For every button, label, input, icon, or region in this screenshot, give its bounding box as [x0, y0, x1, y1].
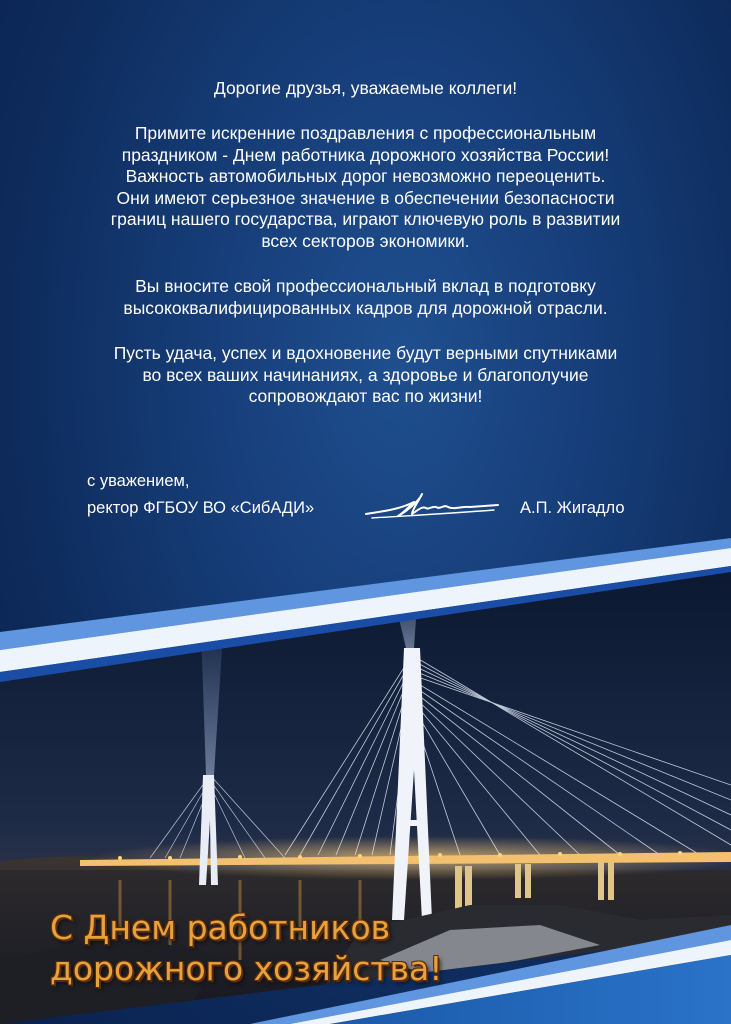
rector-position: ректор ФГБОУ ВО «СибАДИ»	[87, 499, 315, 517]
paragraph-line: Пусть удача, успех и вдохновение будут верными спутниками	[113, 343, 618, 363]
letter-greeting	[60, 78, 671, 100]
regards-text: с уважением,	[87, 472, 190, 490]
holiday-title-line2: дорожного хозяйства!	[50, 949, 443, 988]
letter-paragraph-2	[60, 276, 671, 319]
paragraph-line: сопровождают вас по жизни!	[248, 386, 483, 406]
signer-name: А.П. Жигадло	[520, 499, 625, 517]
paragraph-line: во всех ваших начинаниях, а здоровье и благополучие	[142, 364, 589, 385]
holiday-title-line1: С Днем работников	[50, 908, 391, 947]
paragraph-line: Важность автомобильных дорог невозможно переоценить.	[125, 166, 606, 186]
paragraph-line: Примите искренние поздравления с профессиональным	[134, 123, 597, 143]
paragraph-line: праздником - Днем работника дорожного хозяйства России!	[121, 144, 610, 165]
paragraph-line: высококвалифицированных кадров для дорожной отрасли.	[123, 297, 608, 318]
handwritten-signature	[362, 488, 502, 524]
letter-paragraph-3	[60, 343, 671, 408]
letter-paragraph-1	[60, 123, 671, 252]
paragraph-line: Они имеют серьезное значение в обеспечении безопасности	[116, 187, 615, 208]
paragraph-line: Вы вносите свой профессиональный вклад в подготовку	[135, 276, 596, 296]
greeting-line: Дорогие друзья, уважаемые коллеги!	[213, 78, 518, 98]
paragraph-line: границ нашего государства, играют ключевую роль в развитии	[110, 209, 621, 229]
paragraph-line: всех секторов экономики.	[261, 230, 470, 251]
